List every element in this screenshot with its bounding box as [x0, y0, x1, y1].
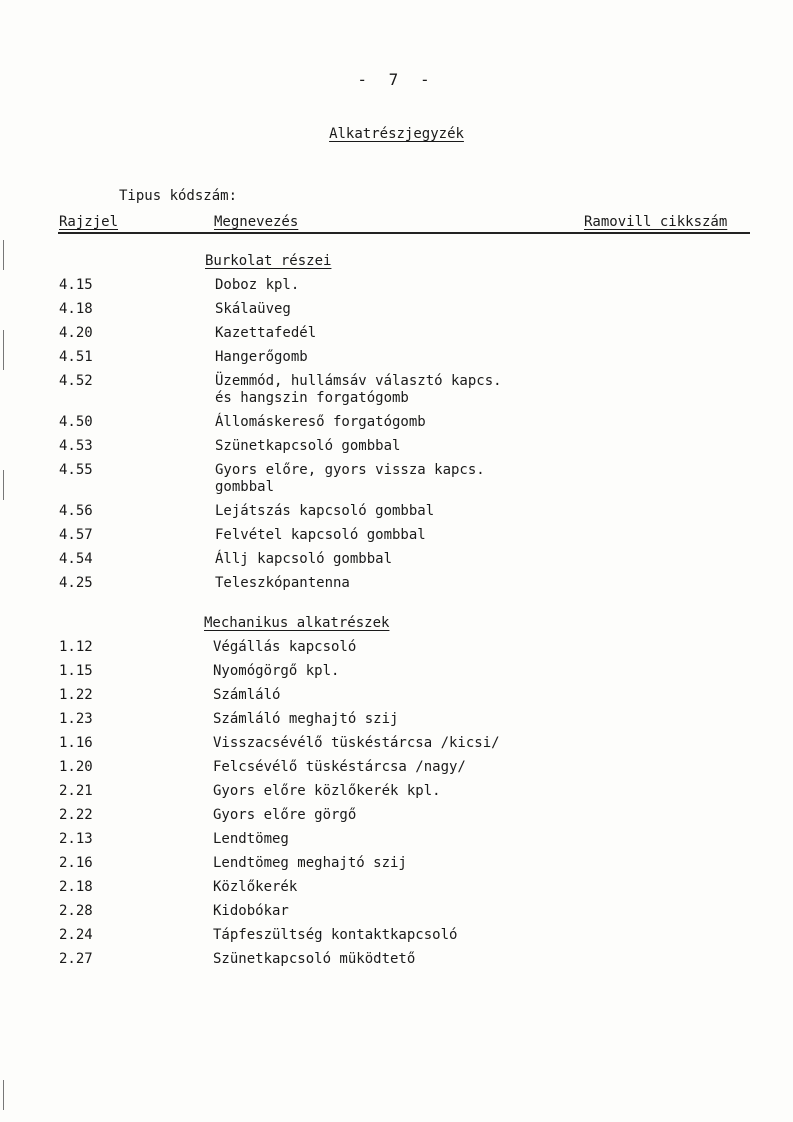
part-name: Felcsévélő tüskéstárcsa /nagy/	[213, 759, 466, 775]
part-code: 4.52	[59, 373, 93, 389]
part-code: 2.24	[59, 927, 93, 943]
part-code: 4.54	[59, 551, 93, 567]
header-divider	[58, 232, 750, 234]
part-code: 4.20	[59, 325, 93, 341]
part-name: Felvétel kapcsoló gombbal	[215, 527, 426, 543]
part-name: Kazettafedél	[215, 325, 317, 341]
section-title-text: Burkolat részei	[205, 253, 332, 269]
part-name: Teleszkópantenna	[215, 575, 350, 591]
part-name: Állj kapcsoló gombbal	[215, 551, 393, 567]
part-name: Lejátszás kapcsoló gombbal	[215, 503, 435, 519]
part-name: Gyors előre közlőkerék kpl.	[213, 783, 441, 799]
part-name: Hangerőgomb	[215, 349, 308, 365]
scan-margin-mark	[3, 470, 4, 500]
document-title-text: Alkatrészjegyzék	[329, 126, 464, 142]
column-header-ramovill	[584, 214, 727, 230]
part-name: Szünetkapcsoló gombbal	[215, 438, 401, 454]
part-code: 2.16	[59, 855, 93, 871]
column-header-code-text: Rajzjel	[59, 214, 119, 230]
part-code: 4.18	[59, 301, 93, 317]
column-header-name	[214, 214, 298, 230]
part-name: Lendtömeg meghajtó szij	[213, 855, 407, 871]
scan-margin-mark	[3, 330, 4, 370]
document-title	[0, 126, 793, 142]
part-code: 2.21	[59, 783, 93, 799]
part-name: Közlőkerék	[213, 879, 298, 895]
part-name: Gyors előre görgő	[213, 807, 357, 823]
part-code: 4.53	[59, 438, 93, 454]
part-name: Szünetkapcsoló müködtető	[213, 951, 416, 967]
part-code: 4.55	[59, 462, 93, 478]
part-code: 2.27	[59, 951, 93, 967]
part-name: Végállás kapcsoló	[213, 639, 357, 655]
section-title-mechanikus	[204, 615, 389, 631]
part-name: Állomáskereső forgatógomb	[215, 414, 426, 430]
part-code: 4.57	[59, 527, 93, 543]
part-name: Doboz kpl.	[215, 277, 300, 293]
part-code: 1.23	[59, 711, 93, 727]
part-code: 4.50	[59, 414, 93, 430]
column-header-name-text: Megnevezés	[214, 214, 299, 230]
part-name: Skálaüveg	[215, 301, 291, 317]
section-title-text: Mechanikus alkatrészek	[204, 615, 390, 631]
part-name: Számláló	[213, 687, 281, 703]
part-name: Nyomógörgő kpl.	[213, 663, 340, 679]
part-code: 2.28	[59, 903, 93, 919]
part-code: 4.51	[59, 349, 93, 365]
scan-margin-mark	[3, 1080, 4, 1110]
part-code: 2.13	[59, 831, 93, 847]
part-name: Üzemmód, hullámsáv választó kapcs. és hangszin forgatógomb	[215, 373, 502, 406]
part-name: Kidobókar	[213, 903, 289, 919]
part-name: Tápfeszültség kontaktkapcsoló	[213, 927, 458, 943]
part-code: 1.22	[59, 687, 93, 703]
part-code: 2.22	[59, 807, 93, 823]
page-number: - 7 -	[357, 70, 436, 89]
part-name: Visszacsévélő tüskéstárcsa /kicsi/	[213, 735, 500, 751]
part-code: 1.15	[59, 663, 93, 679]
part-code: 4.56	[59, 503, 93, 519]
part-code: 1.20	[59, 759, 93, 775]
part-code: 2.18	[59, 879, 93, 895]
part-name: Számláló meghajtó szij	[213, 711, 399, 727]
scan-margin-mark	[3, 240, 4, 270]
part-name: Lendtömeg	[213, 831, 289, 847]
part-name: Gyors előre, gyors vissza kapcs. gombbal	[215, 462, 485, 495]
part-code: 4.15	[59, 277, 93, 293]
part-code: 4.25	[59, 575, 93, 591]
section-title-burkolat	[205, 253, 331, 269]
part-code: 1.12	[59, 639, 93, 655]
column-header-ramovill-text: Ramovill cikkszám	[584, 214, 728, 230]
column-header-code	[59, 214, 118, 230]
type-code-label: Tipus kódszám:	[119, 188, 238, 204]
part-code: 1.16	[59, 735, 93, 751]
